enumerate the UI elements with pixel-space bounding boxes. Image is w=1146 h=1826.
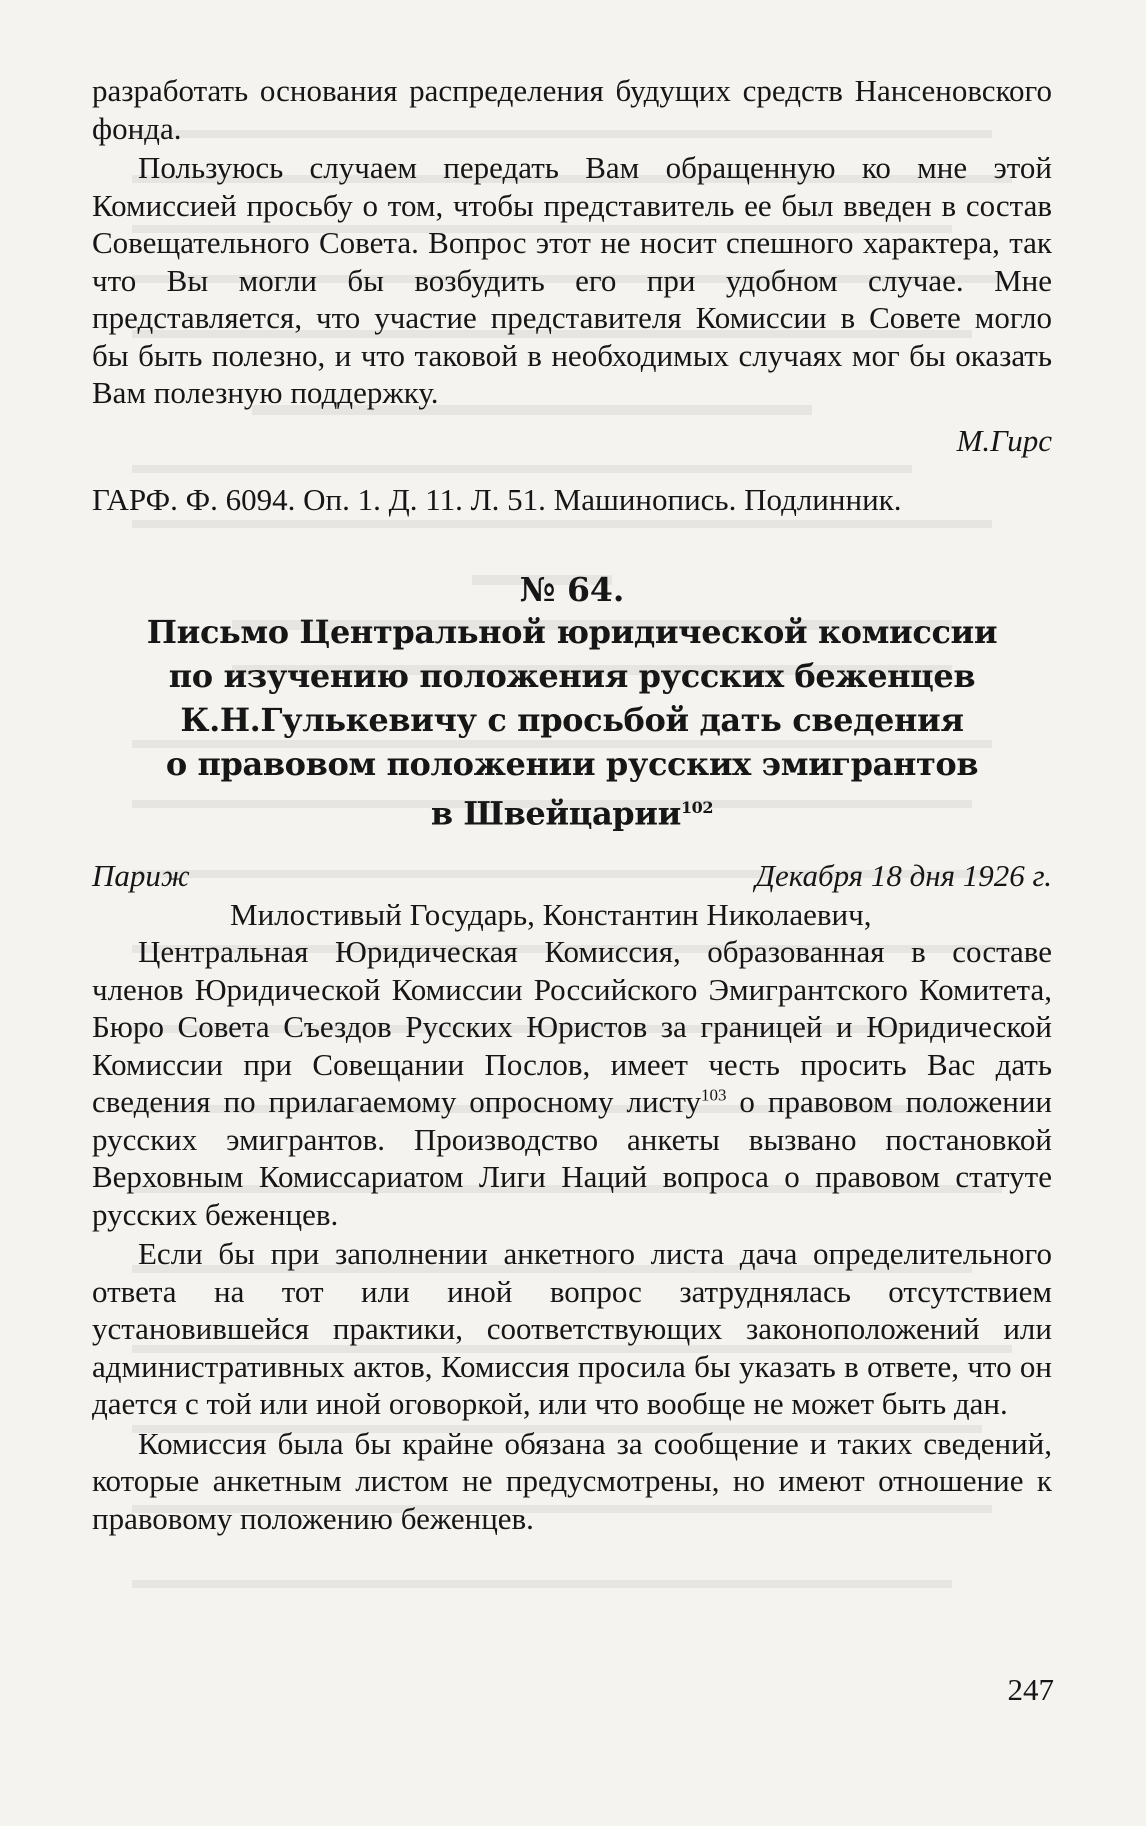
letter-text: о правовом положении русских эмигрантов. Производство анкеты вызвано постановкой Верховным Комиссариатом Лиги Наций вопроса о правовом статуте русских беженцев. xyxy=(92,1084,1052,1232)
letter-paragraph xyxy=(92,933,1052,1233)
archive-source: ГАРФ. Ф. 6094. Оп. 1. Д. 11. Л. 51. Машинопись. Подлинник. xyxy=(92,481,902,517)
page-number: 247 xyxy=(1007,1672,1054,1707)
document-number: № 64. xyxy=(519,569,625,609)
title-line: по изучению положения русских беженцев xyxy=(168,656,976,695)
title-line-last xyxy=(92,786,1052,836)
date: Декабря 18 дня 1926 г. xyxy=(755,858,1052,894)
title-line: К.Н.Гулькевичу с просьбой дать сведения xyxy=(180,700,964,739)
place: Париж xyxy=(92,858,190,894)
letter-text: Центральная Юридическая Комиссия, образованная в составе членов Юридической Комиссии Российского Эмигрантского Комитета, Бюро Совета Съездов Русских Юристов за границей и Юридической Комиссии при Совещании Послов, имеет честь просить Вас дать сведения по прилагаемому опросному листу xyxy=(92,934,1052,1120)
salutation: Милостивый Государь, Константин Николаевич, xyxy=(230,897,872,933)
title-line: в Швейцарии xyxy=(430,794,681,833)
document-page xyxy=(92,72,1052,1537)
footnote-ref: 103 xyxy=(700,1085,727,1105)
place-date-line xyxy=(92,857,1052,894)
footnote-ref: 102 xyxy=(680,797,714,817)
paragraph-body: Пользуюсь случаем передать Вам обращенную ко мне этой Комиссией просьбу о том, чтобы представитель ее был введен в состав Совещательного Совета. Вопрос этот не носит спешного характера, так что Вы могли бы возбудить его при удобном случае. Мне представляется, что участие представителя Комиссии в Совете могло бы быть полезно, и что таковой в необходимых случаях мог бы оказать Вам полезную поддержку. xyxy=(92,150,1052,410)
document-title xyxy=(92,610,1052,836)
title-line: Письмо Центральной юридической комиссии xyxy=(146,612,998,651)
letter-paragraph: Если бы при заполнении анкетного листа дача определительного ответа на тот или иной вопрос затруднялась отсутствием установившейся практики, соответствующих законоположений или административных актов, Комиссия просила бы указать в ответе, что он дается с той или иной оговоркой, или что вообще не может быть дан. xyxy=(92,1236,1052,1422)
signature: М.Гирс xyxy=(956,422,1052,458)
paragraph-continuation: разработать основания распределения будущих средств Нансеновского фонда. xyxy=(92,73,1052,146)
letter-paragraph: Комиссия была бы крайне обязана за сообщение и таких сведений, которые анкетным листом не предусмотрены, но имеют отношение к правовому положению беженцев. xyxy=(92,1425,1052,1536)
title-line: о правовом положении русских эмигрантов xyxy=(165,744,979,783)
